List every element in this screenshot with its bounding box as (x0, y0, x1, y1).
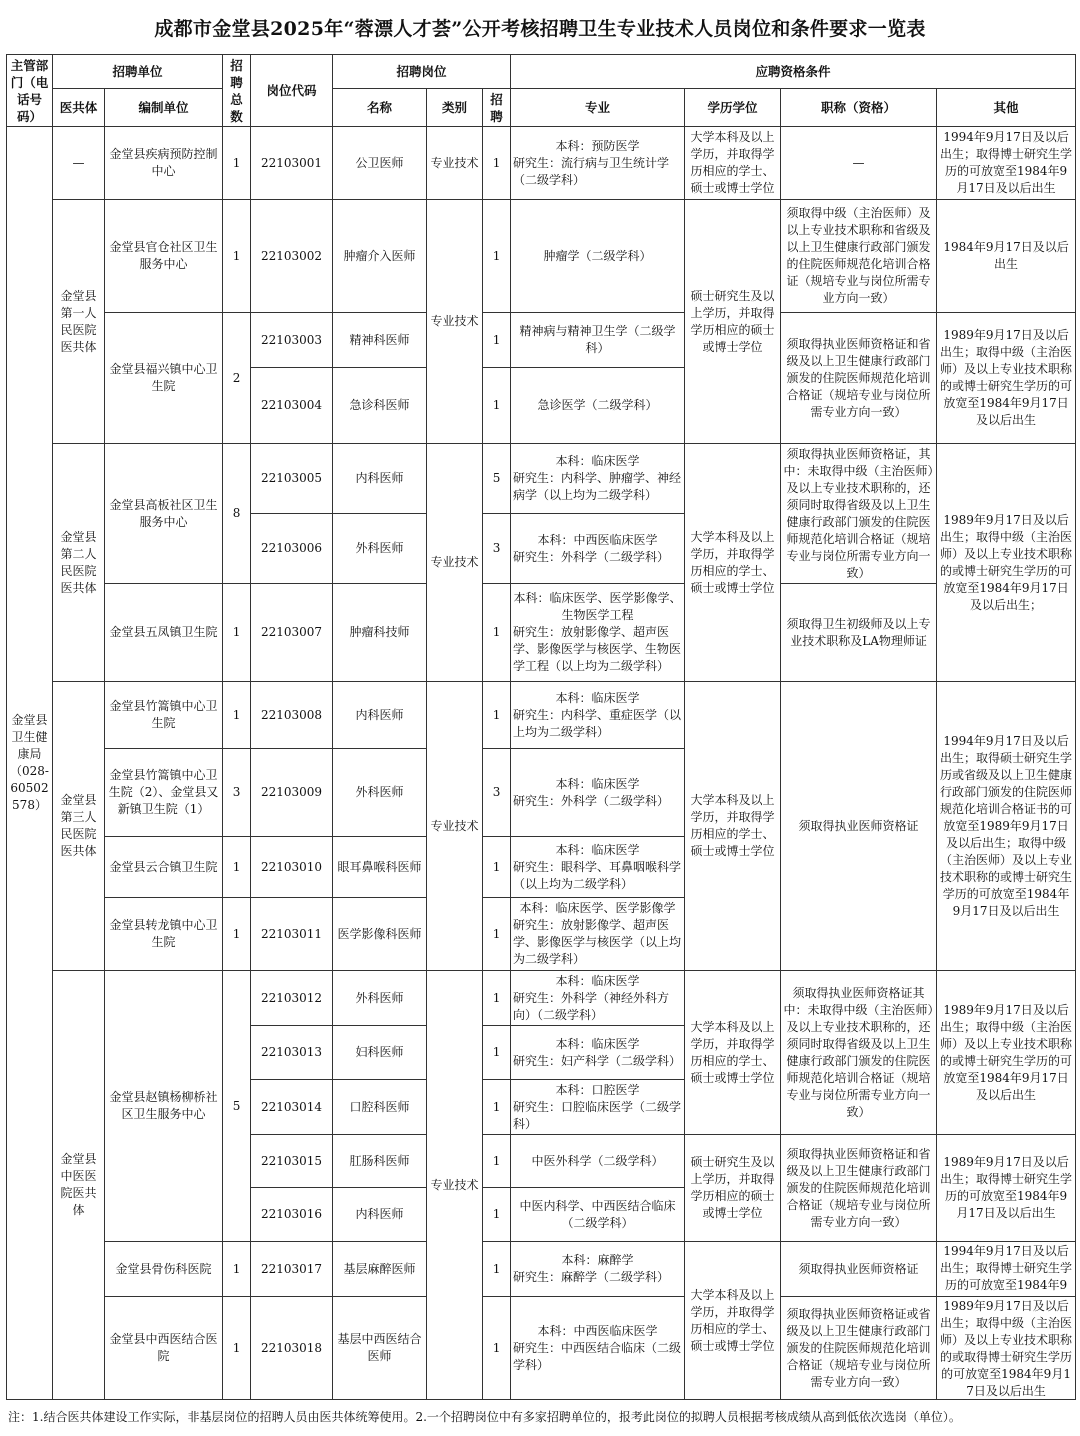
post-name-cell: 基层中西医结合医师 (333, 1297, 427, 1400)
table-row (7, 1242, 1076, 1297)
title-cell: 须取得执业医师资格证 (781, 1242, 937, 1297)
unit-cell: 金堂县五凤镇卫生院 (105, 584, 223, 682)
title-cell: 须取得执业医师资格证和省级及以上卫生健康行政部门颁发的住院医师规范化培训合格证（规培专业与岗位所需专业方向一致） (781, 1135, 937, 1242)
major-text (513, 248, 682, 265)
major-line: 研究生：口腔临床医学（二级学科） (513, 1099, 682, 1131)
major-text (513, 532, 682, 566)
title-text: 须取得执业医师资格证或省级及以上卫生健康行政部门颁发的住院医师规范化培训合格证（规培专业与岗位所需专业方向一致） (786, 1306, 931, 1389)
other-cell: 1984年9月17日及以后出生 (937, 200, 1076, 313)
dept-cell: 金堂县卫生健康局（028-60502578） (7, 127, 53, 1400)
unit-cell: 金堂县官仓社区卫生服务中心 (105, 200, 223, 313)
count-cell: 3 (483, 514, 511, 584)
major-text (513, 590, 682, 675)
other-text: 1989年9月17日及以后出生；取得中级（主治医师）及以上专业技术职称的或取得博士研究生学历的可放宽至1984年9月17日及以后出生 (940, 1299, 1073, 1398)
count-cell: 1 (483, 584, 511, 682)
major-text (513, 842, 682, 893)
degree-cell: 大学本科及以上学历，并取得学历相应的学士、硕士或博士学位 (685, 682, 781, 971)
code-cell: 22103003 (251, 313, 333, 368)
major-line: 精神病与精神卫生学（二级学科） (519, 324, 676, 355)
title-cell: 须取得卫生初级师及以上专业技术职称及LA物理师证 (781, 584, 937, 682)
post-name-cell: 妇科医师 (333, 1026, 427, 1080)
major-cell (511, 313, 685, 368)
code-cell: 22103007 (251, 584, 333, 682)
header-title: 职称（资格） (781, 89, 937, 127)
unit-cell: 金堂县福兴镇中心卫生院 (105, 313, 223, 444)
major-text (513, 397, 682, 414)
major-cell (511, 749, 685, 837)
unit-cell: 金堂县转龙镇中心卫生院 (105, 898, 223, 971)
post-name-cell: 肿瘤科技师 (333, 584, 427, 682)
footnote: 注：1.结合医共体建设工作实际，非基层岗位的招聘人员由医共体统筹使用。2.一个招聘岗位中有多家招聘单位的，报考此岗位的拟聘人员根据考核成绩从高到低依次选岗（单位）。 (8, 1410, 961, 1424)
major-cell (511, 1188, 685, 1242)
major-text (513, 1323, 682, 1374)
code-cell: 22103013 (251, 1026, 333, 1080)
code-cell: 22103016 (251, 1188, 333, 1242)
header-bianzhi: 编制单位 (105, 89, 223, 127)
page-title: 成都市金堂县2025年“蓉漂人才荟”公开考核招聘卫生专业技术人员岗位和条件要求一览表 (154, 18, 926, 40)
unit-cell: 金堂县竹篙镇中心卫生院（2）、金堂县又新镇卫生院（1） (105, 749, 223, 837)
table-row (7, 682, 1076, 749)
major-line: 本科：临床医学 (555, 776, 640, 791)
post-name-cell: 外科医师 (333, 514, 427, 584)
other-cell: 1994年9月17日及以后出生；取得硕士研究生学历或省级及以上卫生健康行政部门颁发的住院医师规范化培训合格证书的可放宽至1989年9月17日及以后出生；取得中级（主治医师）及以上专业技术职称的或博士研究生学历的可放宽至1984年9月17日及以后出生 (937, 682, 1076, 971)
table-row (7, 1297, 1076, 1400)
major-line: 研究生：外科学（二级学科） (513, 549, 670, 564)
code-cell: 22103009 (251, 749, 333, 837)
major-line: 本科：临床医学 (555, 973, 640, 988)
post-name-cell: 口腔科医师 (333, 1080, 427, 1135)
post-name-cell: 外科医师 (333, 971, 427, 1026)
code-cell: 22103001 (251, 127, 333, 200)
other-cell (937, 1242, 1076, 1297)
degree-cell: 大学本科及以上学历，并取得学历相应的学士、硕士或博士学位 (685, 444, 781, 682)
post-name-cell: 眼耳鼻喉科医师 (333, 837, 427, 898)
table-row (7, 971, 1076, 1026)
major-text (513, 1036, 682, 1070)
major-cell (511, 444, 685, 514)
major-cell (511, 1135, 685, 1188)
major-line: 研究生：内科学、肿瘤学、神经病学（以上均为二级学科） (513, 471, 682, 502)
group-cell: 金堂县第二人民医院医共体 (53, 444, 105, 682)
total-cell: 8 (223, 444, 251, 584)
count-cell: 3 (483, 749, 511, 837)
total-cell: 1 (223, 127, 251, 200)
category-cell: 专业技术 (427, 127, 483, 200)
recruitment-table (6, 54, 1076, 1400)
unit-cell: 金堂县高板社区卫生服务中心 (105, 444, 223, 584)
count-cell: 1 (483, 368, 511, 444)
unit-cell: 金堂县中西医结合医院 (105, 1297, 223, 1400)
title-cell: — (781, 127, 937, 200)
code-cell: 22103005 (251, 444, 333, 514)
major-line: 研究生：中西医结合临床（二级学科） (513, 1340, 682, 1372)
major-line: 中医外科学（二级学科） (531, 1153, 664, 1168)
category-cell: 专业技术 (427, 682, 483, 971)
total-cell: 5 (223, 971, 251, 1242)
major-cell (511, 127, 685, 200)
category-cell: 专业技术 (427, 200, 483, 444)
degree-cell: 硕士研究生及以上学历，并取得学历相应的硕士或博士学位 (685, 200, 781, 444)
title-cell: 须取得中级（主治医师）及以上专业技术职称和省级及以上卫生健康行政部门颁发的住院医师规范化培训合格证（规培专业与岗位所需专业方向一致） (781, 200, 937, 313)
header-qual: 应聘资格条件 (511, 55, 1076, 89)
other-cell: 1989年9月17日及以后出生；取得中级（主治医师）及以上专业技术职称的或博士研究生学历的可放宽至1984年9月17日及以后出生 (937, 971, 1076, 1135)
count-cell: 1 (483, 682, 511, 749)
count-cell: 1 (483, 837, 511, 898)
major-cell (511, 1026, 685, 1080)
major-line: 本科：临床医学 (555, 1036, 640, 1051)
title-cell: 须取得执业医师资格证，其中：未取得中级（主治医师）及以上专业技术职称的，还须同时取得省级及以上卫生健康行政部门颁发的住院医师规范化培训合格证（规培专业与岗位所需专业方向一致） (781, 444, 937, 584)
table-row (7, 444, 1076, 514)
total-cell: 1 (223, 898, 251, 971)
major-text (513, 900, 682, 968)
degree-cell: 大学本科及以上学历，并取得学历相应的学士、硕士或博士学位 (685, 127, 781, 200)
count-cell: 1 (483, 1135, 511, 1188)
major-line: 本科：临床医学 (555, 842, 640, 857)
count-cell: 1 (483, 971, 511, 1026)
code-cell: 22103011 (251, 898, 333, 971)
major-line: 肿瘤学（二级学科） (543, 248, 652, 263)
major-line: 研究生：妇产科学（二级学科） (513, 1053, 682, 1068)
count-cell: 1 (483, 1026, 511, 1080)
major-line: 急诊医学（二级学科） (537, 398, 658, 412)
total-cell: 1 (223, 837, 251, 898)
header-category: 类别 (427, 89, 483, 127)
major-cell (511, 898, 685, 971)
major-text (513, 973, 682, 1024)
major-cell (511, 682, 685, 749)
major-text (513, 776, 682, 810)
major-line: 本科：临床医学、医学影像学、生物医学工程 (513, 591, 682, 622)
code-cell: 22103004 (251, 368, 333, 444)
major-line: 研究生：麻醉学（二级学科） (513, 1270, 670, 1284)
major-cell (511, 514, 685, 584)
major-cell (511, 1080, 685, 1135)
post-name-cell: 肿瘤介入医师 (333, 200, 427, 313)
post-name-cell: 精神科医师 (333, 313, 427, 368)
total-cell: 1 (223, 584, 251, 682)
code-cell: 22103010 (251, 837, 333, 898)
other-text: 1994年9月17日及以后出生；取得博士研究生学历的可放宽至1984年9 (940, 1244, 1073, 1292)
total-cell: 3 (223, 749, 251, 837)
post-name-cell: 公卫医师 (333, 127, 427, 200)
header-name: 名称 (333, 89, 427, 127)
table-row (7, 584, 1076, 682)
code-cell: 22103008 (251, 682, 333, 749)
post-name-cell: 医学影像科医师 (333, 898, 427, 971)
group-cell: 金堂县第三人民医院医共体 (53, 682, 105, 971)
total-cell: 1 (223, 1242, 251, 1297)
major-line: 本科：预防医学 (555, 138, 640, 153)
major-cell (511, 1242, 685, 1297)
major-text (513, 690, 682, 741)
count-cell: 1 (483, 1188, 511, 1242)
major-line: 本科：麻醉学 (561, 1253, 634, 1267)
major-cell (511, 837, 685, 898)
title-cell: 须取得执业医师资格证 (781, 682, 937, 971)
major-line: 研究生：放射影像学、超声医学、影像医学与核医学、生物医学工程（以上均为二级学科） (513, 625, 682, 673)
major-text (513, 1082, 682, 1133)
unit-cell: 金堂县云合镇卫生院 (105, 837, 223, 898)
major-line: 本科：临床医学、医学影像学 (519, 901, 676, 915)
title-cell: 须取得执业医师资格证和省级及以上卫生健康行政部门颁发的住院医师规范化培训合格证（规培专业与岗位所需专业方向一致） (781, 313, 937, 444)
count-cell: 1 (483, 1242, 511, 1297)
count-cell: 5 (483, 444, 511, 514)
post-name-cell: 内科医师 (333, 1188, 427, 1242)
other-cell: 1989年9月17日及以后出生；取得博士研究生学历的可放宽至1984年9月17日及以后出生 (937, 1135, 1076, 1242)
total-cell: 1 (223, 1297, 251, 1400)
major-line: 研究生：放射影像学、超声医学、影像医学与核医学（以上均为二级学科） (513, 918, 682, 966)
degree-cell: 硕士研究生及以上学历，并取得学历相应的硕士或博士学位 (685, 1135, 781, 1242)
code-cell: 22103018 (251, 1297, 333, 1400)
major-cell (511, 971, 685, 1026)
group-cell: 金堂县中医医院医共体 (53, 971, 105, 1400)
major-cell (511, 368, 685, 444)
title-cell (781, 1297, 937, 1400)
unit-cell: 金堂县疾病预防控制中心 (105, 127, 223, 200)
header-major: 专业 (511, 89, 685, 127)
major-text (513, 1252, 682, 1286)
other-cell: 1989年9月17日及以后出生；取得中级（主治医师）及以上专业技术职称的或博士研究生学历的可放宽至1984年9月17日及以后出生 (937, 313, 1076, 444)
code-cell: 22103014 (251, 1080, 333, 1135)
major-line: 研究生：外科学（神经外科方向）（二级学科） (513, 990, 670, 1022)
major-line: 中医内科学、中西医结合临床（二级学科） (519, 1198, 676, 1230)
major-text (513, 1198, 682, 1232)
count-cell: 1 (483, 127, 511, 200)
table-row (7, 200, 1076, 313)
post-name-cell: 内科医师 (333, 682, 427, 749)
major-cell (511, 200, 685, 313)
unit-cell: 金堂县骨伤科医院 (105, 1242, 223, 1297)
header-count: 招聘 (483, 89, 511, 127)
post-name-cell: 基层麻醉医师 (333, 1242, 427, 1297)
major-line: 本科：中西医临床医学 (537, 532, 658, 547)
header-total: 招聘总数 (223, 55, 251, 127)
header-yigongti: 医共体 (53, 89, 105, 127)
total-cell: 1 (223, 200, 251, 313)
major-text (513, 453, 682, 504)
major-text (513, 1153, 682, 1170)
header-other: 其他 (937, 89, 1076, 127)
header-dept: 主管部门（电话号码） (7, 55, 53, 127)
major-line: 研究生：流行病与卫生统计学（二级学科） (513, 155, 670, 187)
post-name-cell: 外科医师 (333, 749, 427, 837)
major-line: 研究生：外科学（二级学科） (513, 793, 670, 808)
major-line: 本科：临床医学 (555, 690, 640, 705)
count-cell: 1 (483, 200, 511, 313)
count-cell: 1 (483, 898, 511, 971)
code-cell: 22103002 (251, 200, 333, 313)
major-line: 本科：临床医学 (555, 454, 640, 468)
code-cell: 22103006 (251, 514, 333, 584)
code-cell: 22103017 (251, 1242, 333, 1297)
total-cell: 2 (223, 313, 251, 444)
major-cell (511, 584, 685, 682)
post-name-cell: 内科医师 (333, 444, 427, 514)
code-cell: 22103012 (251, 971, 333, 1026)
other-cell: 1994年9月17日及以后出生；取得博士研究生学历的可放宽至1984年9月17日及以后出生 (937, 127, 1076, 200)
category-cell: 专业技术 (427, 444, 483, 682)
header-degree: 学历学位 (685, 89, 781, 127)
table-row (7, 313, 1076, 368)
table-row (7, 127, 1076, 200)
major-line: 研究生：内科学、重症医学（以上均为二级学科） (513, 707, 682, 739)
other-cell (937, 1297, 1076, 1400)
header-unit: 招聘单位 (53, 55, 223, 89)
count-cell: 1 (483, 1080, 511, 1135)
major-line: 本科：中西医临床医学 (537, 1323, 658, 1338)
title-cell: 须取得执业医师资格证其中：未取得中级（主治医师）及以上专业技术职称的，还须同时取得省级及以上卫生健康行政部门颁发的住院医师规范化培训合格证（规培专业与岗位所需专业方向一致） (781, 971, 937, 1135)
other-cell: 1989年9月17日及以后出生；取得中级（主治医师）及以上专业技术职称的或博士研究生学历的可放宽至1984年9月17日及以后出生； (937, 444, 1076, 682)
major-line: 本科：口腔医学 (555, 1082, 640, 1097)
major-text (513, 138, 682, 189)
header-code: 岗位代码 (251, 55, 333, 127)
post-name-cell: 急诊科医师 (333, 368, 427, 444)
degree-cell: 大学本科及以上学历，并取得学历相应的学士、硕士或博士学位 (685, 1242, 781, 1400)
total-cell: 1 (223, 682, 251, 749)
degree-cell: 大学本科及以上学历，并取得学历相应的学士、硕士或博士学位 (685, 971, 781, 1135)
count-cell: 1 (483, 1297, 511, 1400)
count-cell: 1 (483, 313, 511, 368)
major-cell (511, 1297, 685, 1400)
code-cell: 22103015 (251, 1135, 333, 1188)
unit-cell: 金堂县赵镇杨柳桥社区卫生服务中心 (105, 971, 223, 1242)
major-text (513, 323, 682, 357)
header-post: 招聘岗位 (333, 55, 511, 89)
post-name-cell: 肛肠科医师 (333, 1135, 427, 1188)
unit-cell: 金堂县竹篙镇中心卫生院 (105, 682, 223, 749)
category-cell: 专业技术 (427, 971, 483, 1400)
group-cell: — (53, 127, 105, 200)
group-cell: 金堂县第一人民医院医共体 (53, 200, 105, 444)
major-line: 研究生：眼科学、耳鼻咽喉科学（以上均为二级学科） (513, 859, 682, 891)
